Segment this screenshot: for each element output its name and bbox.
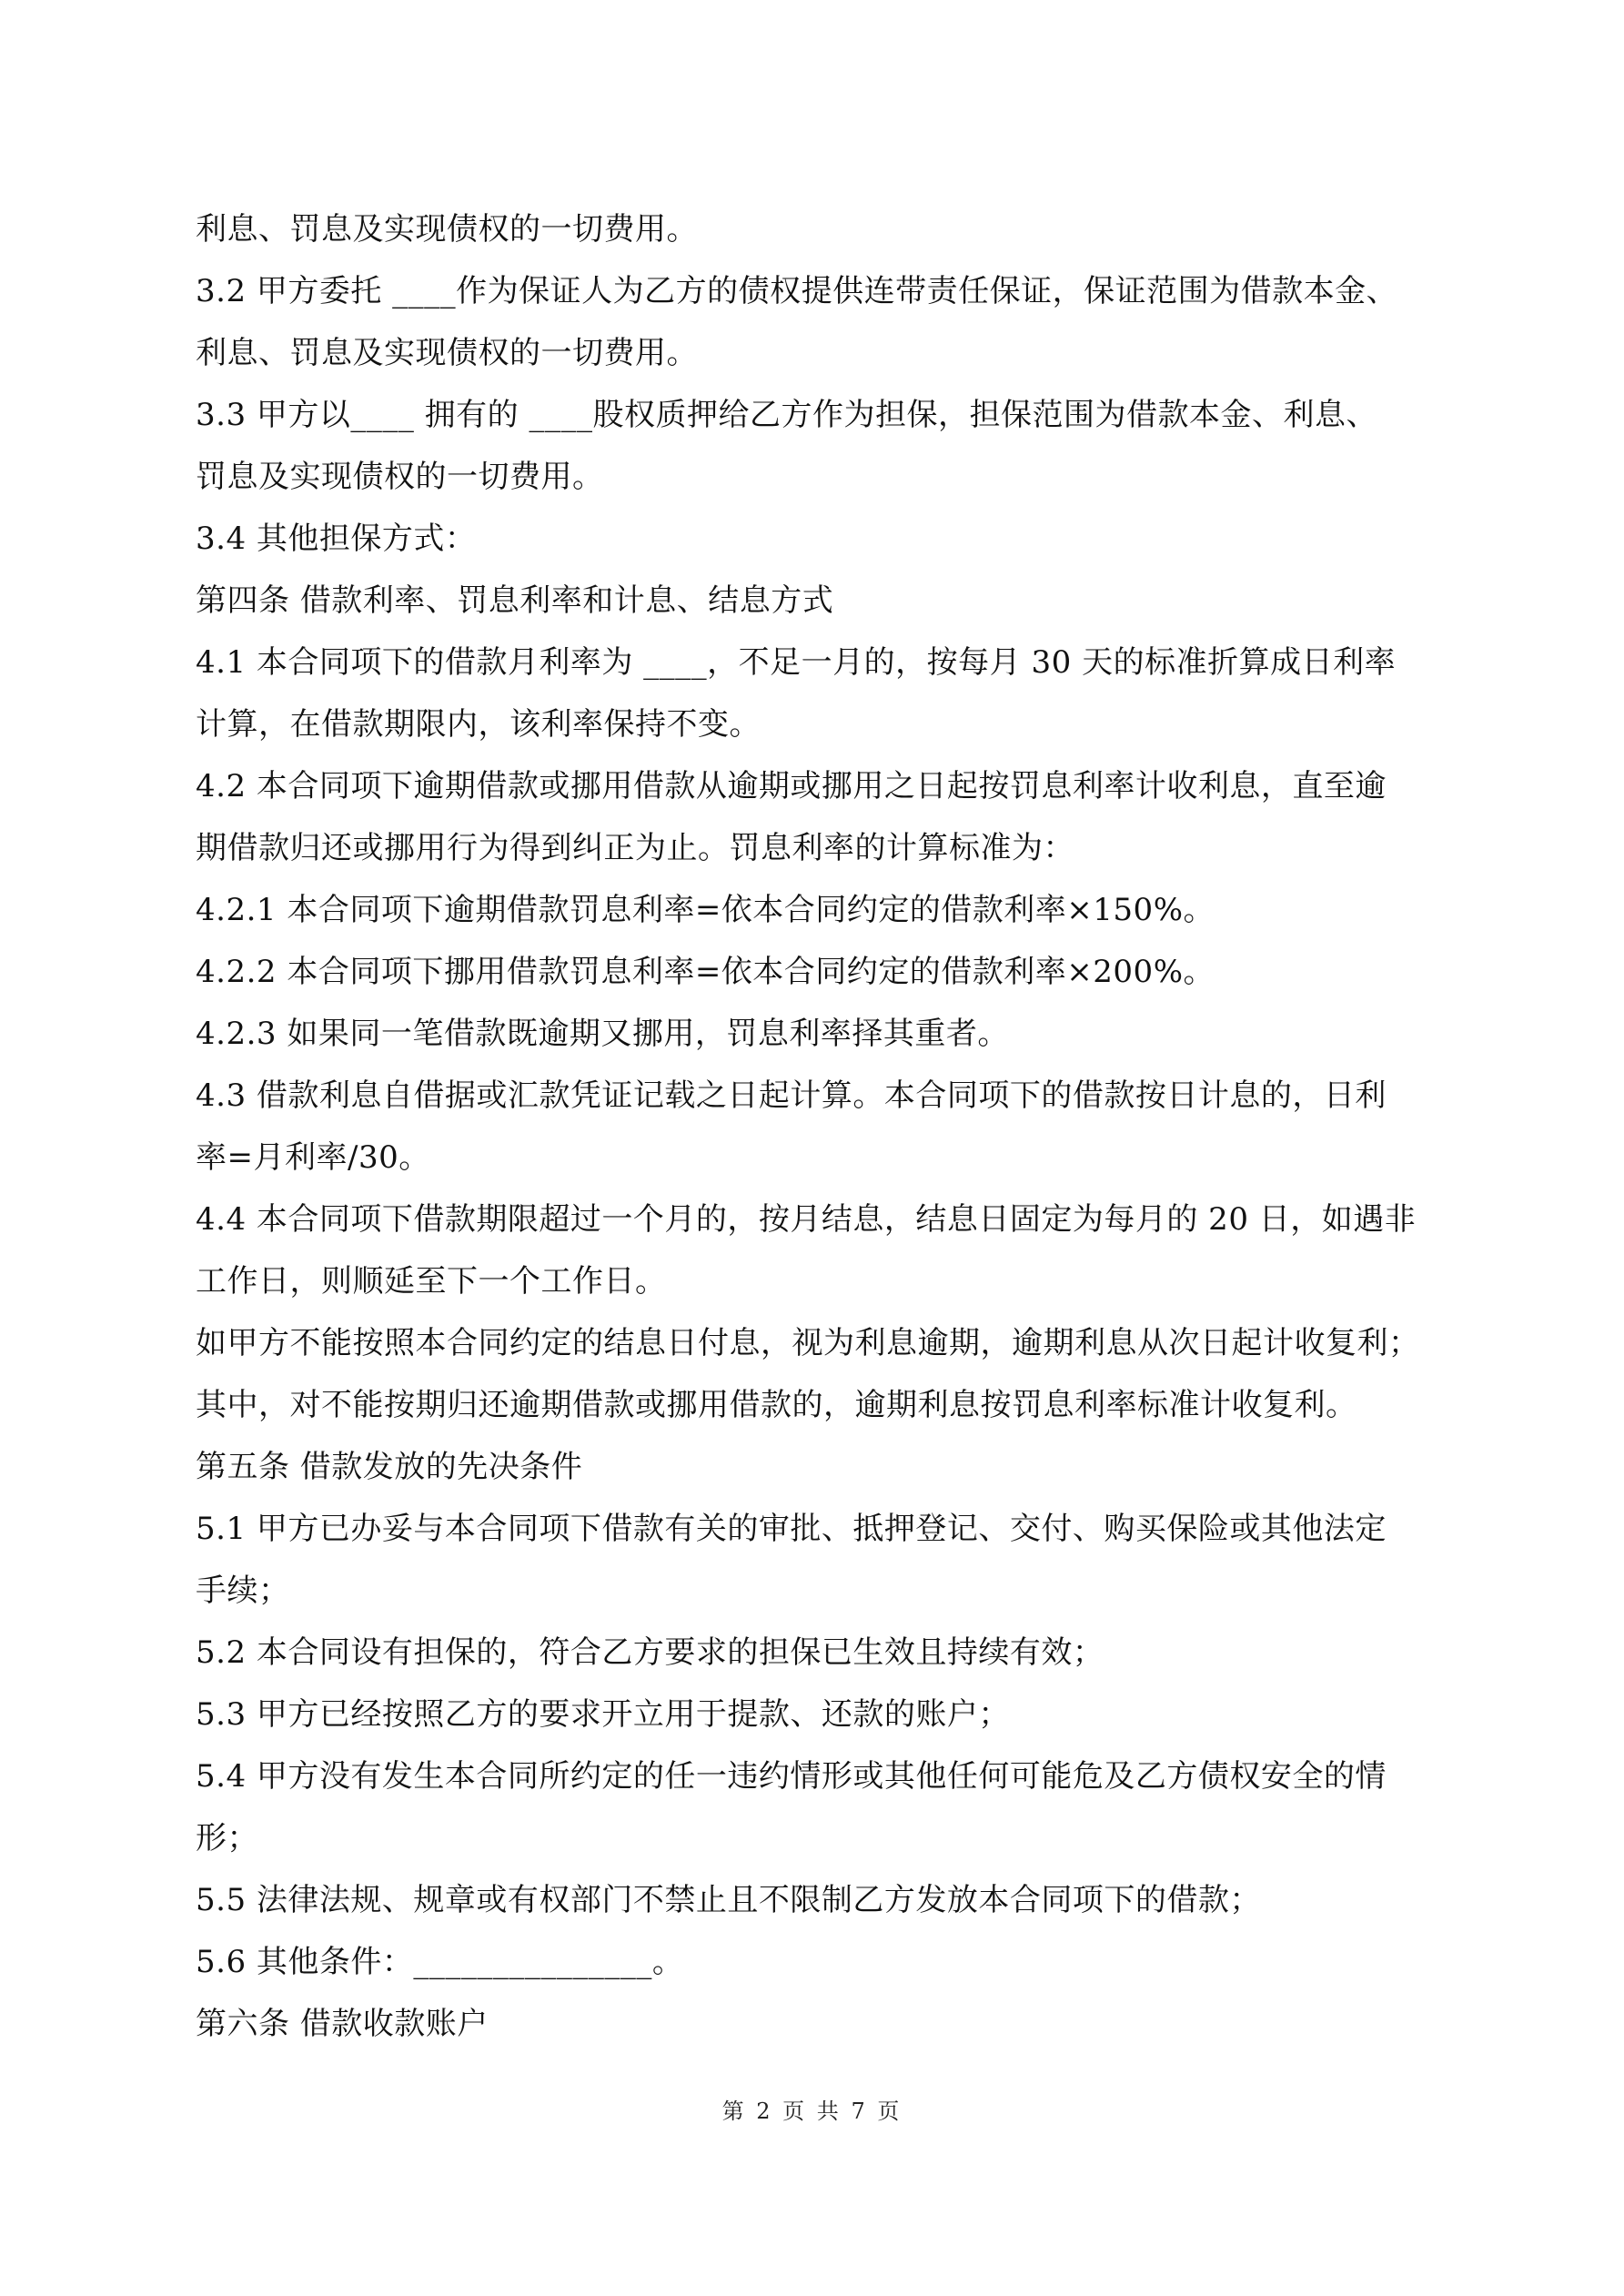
text-line: 4.2.3 如果同一笔借款既逾期又挪用，罚息利率择其重者。 xyxy=(196,1016,1009,1052)
text-line: 3.4 其他担保方式： xyxy=(196,521,477,557)
text-line: 利息、罚息及实现债权的一切费用。 xyxy=(196,211,698,248)
text-line: 5.6 其他条件：_______________。 xyxy=(196,1944,684,1980)
text-line: 5.3 甲方已经按照乙方的要求开立用于提款、还款的账户； xyxy=(196,1696,1010,1733)
section-heading: 第六条 借款收款账户 xyxy=(196,2006,489,2042)
text-line: 3.3 甲方以____ 拥有的 ____股权质押给乙方作为担保，担保范围为借款本金、利息、 xyxy=(196,397,1377,433)
text-line: 5.5 法律法规、规章或有权部门不禁止且不限制乙方发放本合同项下的借款； xyxy=(196,1882,1261,1918)
text-line: 率=月利率/30。 xyxy=(196,1139,430,1176)
text-line: 4.2.2 本合同项下挪用借款罚息利率=依本合同约定的借款利率×200%。 xyxy=(196,954,1215,990)
page-number-footer: 第 2 页 共 7 页 xyxy=(721,2099,903,2124)
text-line: 其中，对不能按期归还逾期借款或挪用借款的，逾期利息按罚息利率标准计收复利。 xyxy=(196,1387,1357,1423)
text-line: 手续； xyxy=(196,1573,290,1609)
text-line: 工作日，则顺延至下一个工作日。 xyxy=(196,1263,667,1300)
document-body xyxy=(196,198,1451,2055)
section-heading: 第五条 借款发放的先决条件 xyxy=(196,1449,583,1485)
text-line: 利息、罚息及实现债权的一切费用。 xyxy=(196,335,698,371)
text-line: 4.2 本合同项下逾期借款或挪用借款从逾期或挪用之日起按罚息利率计收利息，直至逾 xyxy=(196,768,1387,804)
text-line: 4.2.1 本合同项下逾期借款罚息利率=依本合同约定的借款利率×150%。 xyxy=(196,892,1215,928)
text-line: 如甲方不能按照本合同约定的结息日付息，视为利息逾期，逾期利息从次日起计收复利； xyxy=(196,1325,1420,1361)
section-heading: 第四条 借款利率、罚息利率和计息、结息方式 xyxy=(196,582,834,619)
text-line: 4.4 本合同项下借款期限超过一个月的，按月结息，结息日固定为每月的 20 日，如遇非 xyxy=(196,1201,1417,1238)
text-line: 计算，在借款期限内，该利率保持不变。 xyxy=(196,706,761,743)
text-line: 3.2 甲方委托 ____作为保证人为乙方的债权提供连带责任保证，保证范围为借款本金、 xyxy=(196,273,1398,309)
text-line: 形； xyxy=(196,1820,258,1856)
text-line: 期借款归还或挪用行为得到纠正为止。罚息利率的计算标准为： xyxy=(196,830,1074,866)
text-line: 5.2 本合同设有担保的，符合乙方要求的担保已生效且持续有效； xyxy=(196,1634,1105,1671)
text-line: 5.1 甲方已办妥与本合同项下借款有关的审批、抵押登记、交付、购买保险或其他法定 xyxy=(196,1511,1387,1547)
text-line: 4.1 本合同项下的借款月利率为 ____，不足一月的，按每月 30 天的标准折算成日利率 xyxy=(196,644,1397,681)
text-line: 5.4 甲方没有发生本合同所约定的任一违约情形或其他任何可能危及乙方债权安全的情 xyxy=(196,1758,1387,1795)
text-line: 罚息及实现债权的一切费用。 xyxy=(196,459,604,495)
text-line: 4.3 借款利息自借据或汇款凭证记载之日起计算。本合同项下的借款按日计息的，日利 xyxy=(196,1077,1387,1114)
